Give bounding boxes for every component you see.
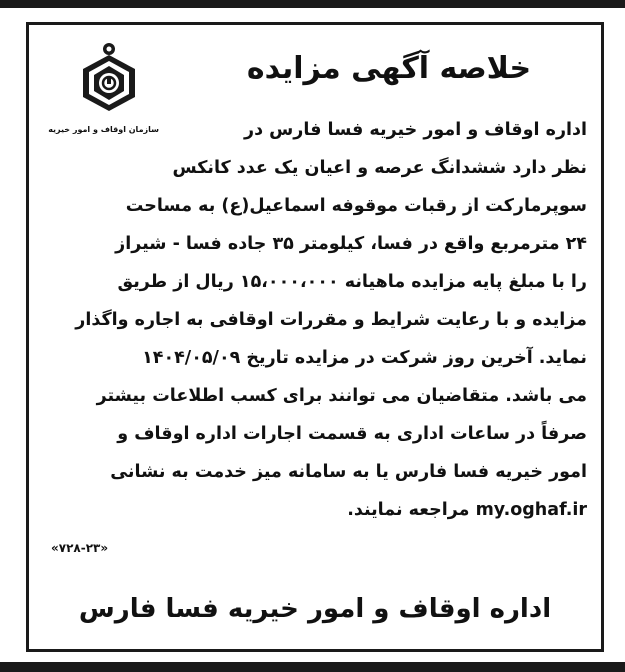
body-line-3: سوپرمارکت از رقبات موقوفه اسماعیل(ع) به مساحت <box>125 196 587 216</box>
body-line-2: نظر دارد ششدانگ عرصه و اعیان یک عدد کانکس <box>172 158 587 178</box>
body-line-1: اداره اوقاف و امور خیریه فسا فارس در <box>244 120 587 140</box>
issuer-footer: اداره اوقاف و امور خیریه فسا فارس <box>78 594 552 624</box>
bottom-border-rule <box>0 662 625 672</box>
body-line-11: my.oghaf.ir مراجعه نمایند. <box>347 500 587 520</box>
logo-caption: سازمان اوقاف و امور خیریه <box>48 125 159 134</box>
body-line-10: امور خیریه فسا فارس یا به سامانه میز خدمت به نشانی <box>110 462 587 482</box>
notice-frame <box>26 22 604 652</box>
body-line-5: را با مبلغ پایه مزایده ماهیانه ۱۵،۰۰۰،۰۰۰ ریال از طریق <box>117 272 587 292</box>
top-border-rule <box>0 0 625 8</box>
notice-body <box>43 111 587 529</box>
notice-title: خلاصه آگهی مزایده <box>246 51 532 86</box>
body-line-6: مزایده و با رعایت شرایط و مقررات اوقافی به اجاره واگذار <box>75 310 587 330</box>
body-line-9: صرفاً در ساعات اداری به قسمت اجارات اداره اوقاف و <box>117 424 587 444</box>
reference-number: «۷۲۸-۲۳» <box>51 541 109 555</box>
body-line-7: نماید. آخرین روز شرکت در مزایده تاریخ ۱۴۰۴/۰۵/۰۹ <box>142 348 587 368</box>
body-line-4: ۲۴ مترمربع واقع در فسا، کیلومتر ۳۵ جاده فسا - شیراز <box>115 234 587 254</box>
body-line-8: می باشد. متقاضیان می توانند برای کسب اطلاعات بیشتر <box>96 386 587 406</box>
